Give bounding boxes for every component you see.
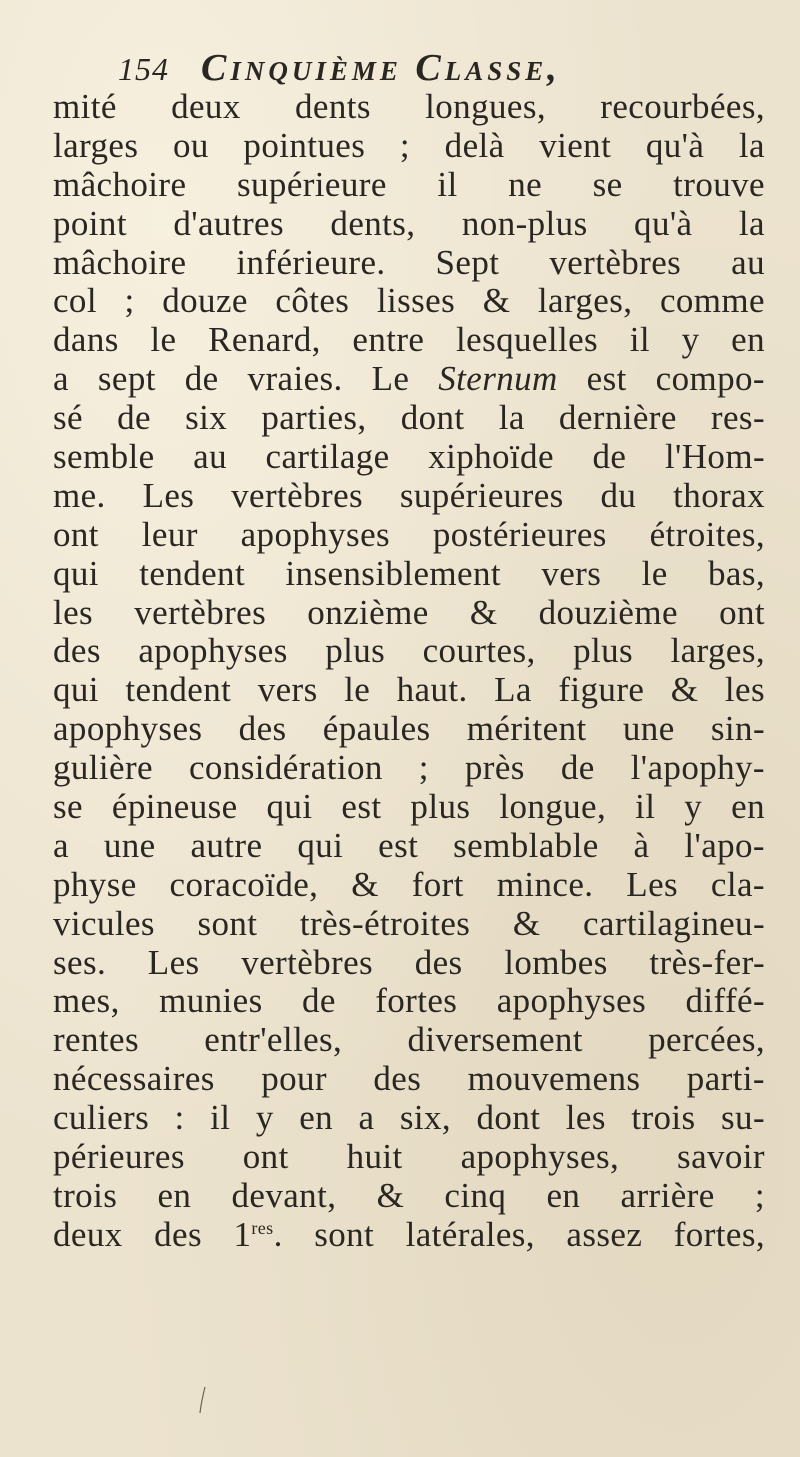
text-line: ses. Les vertèbres des lombes très-fer- [53, 942, 765, 982]
text-segment: a sept de vraies. Le [53, 359, 439, 399]
text-line: semble au cartilage xiphoïde de l'Hom- [53, 437, 765, 477]
text-line: col ; douze côtes lisses & larges, comme [53, 281, 765, 321]
text-line: qui tendent insensiblement vers le bas, [53, 553, 765, 593]
text-line: qui tendent vers le haut. La figure & les [53, 670, 765, 710]
text-line: me. Les vertèbres supérieures du thorax [53, 475, 765, 515]
superscript: res [251, 1217, 274, 1238]
italic-term: Sternum [438, 359, 558, 399]
text-line: a une autre qui est semblable à l'apo- [53, 825, 765, 865]
text-line: culiers : il y en a six, dont les trois su- [53, 1098, 765, 1138]
running-title: Cinquième Classe, [201, 47, 561, 89]
stray-ink-mark [198, 1386, 208, 1414]
text-line: les vertèbres onzième & douzième ont [53, 592, 765, 632]
text-line: des apophyses plus courtes, plus larges, [53, 631, 765, 671]
text-line: apophyses des épaules méritent une sin- [53, 709, 765, 749]
text-line: mâchoire supérieure il ne se trouve [53, 164, 765, 204]
text-line [53, 1216, 765, 1255]
text-line [53, 360, 765, 399]
text-line: ont leur apophyses postérieures étroites, [53, 514, 765, 554]
page-number: 154 [118, 51, 169, 87]
text-line: sé de six parties, dont la dernière res- [53, 398, 765, 438]
text-line: mité deux dents longues, recourbées, [53, 87, 765, 126]
text-line: nécessaires pour des mouvemens parti- [53, 1059, 765, 1099]
running-head [118, 42, 758, 92]
text-segment: est compo- [557, 359, 765, 399]
body-text [53, 88, 765, 1255]
text-line: vicules sont très-étroites & cartilagineu- [53, 903, 765, 943]
text-line: périeures ont huit apophyses, savoir [53, 1137, 765, 1177]
text-line: larges ou pointues ; delà vient qu'à la [53, 125, 765, 165]
text-line: mes, munies de fortes apophyses diffé- [53, 981, 765, 1021]
text-line: dans le Renard, entre lesquelles il y en [53, 320, 765, 360]
text-line: point d'autres dents, non-plus qu'à la [53, 203, 765, 243]
text-segment: . sont latérales, assez fortes, [273, 1214, 765, 1254]
text-line: se épineuse qui est plus longue, il y en [53, 787, 765, 827]
text-segment: deux des 1 [53, 1214, 252, 1254]
text-line: rentes entr'elles, diversement percées, [53, 1020, 765, 1060]
text-line: mâchoire inférieure. Sept vertèbres au [53, 242, 765, 282]
text-line: gulière considération ; près de l'apophy- [53, 748, 765, 788]
text-line: physe coracoïde, & fort mince. Les cla- [53, 864, 765, 904]
text-line: trois en devant, & cinq en arrière ; [53, 1175, 765, 1215]
